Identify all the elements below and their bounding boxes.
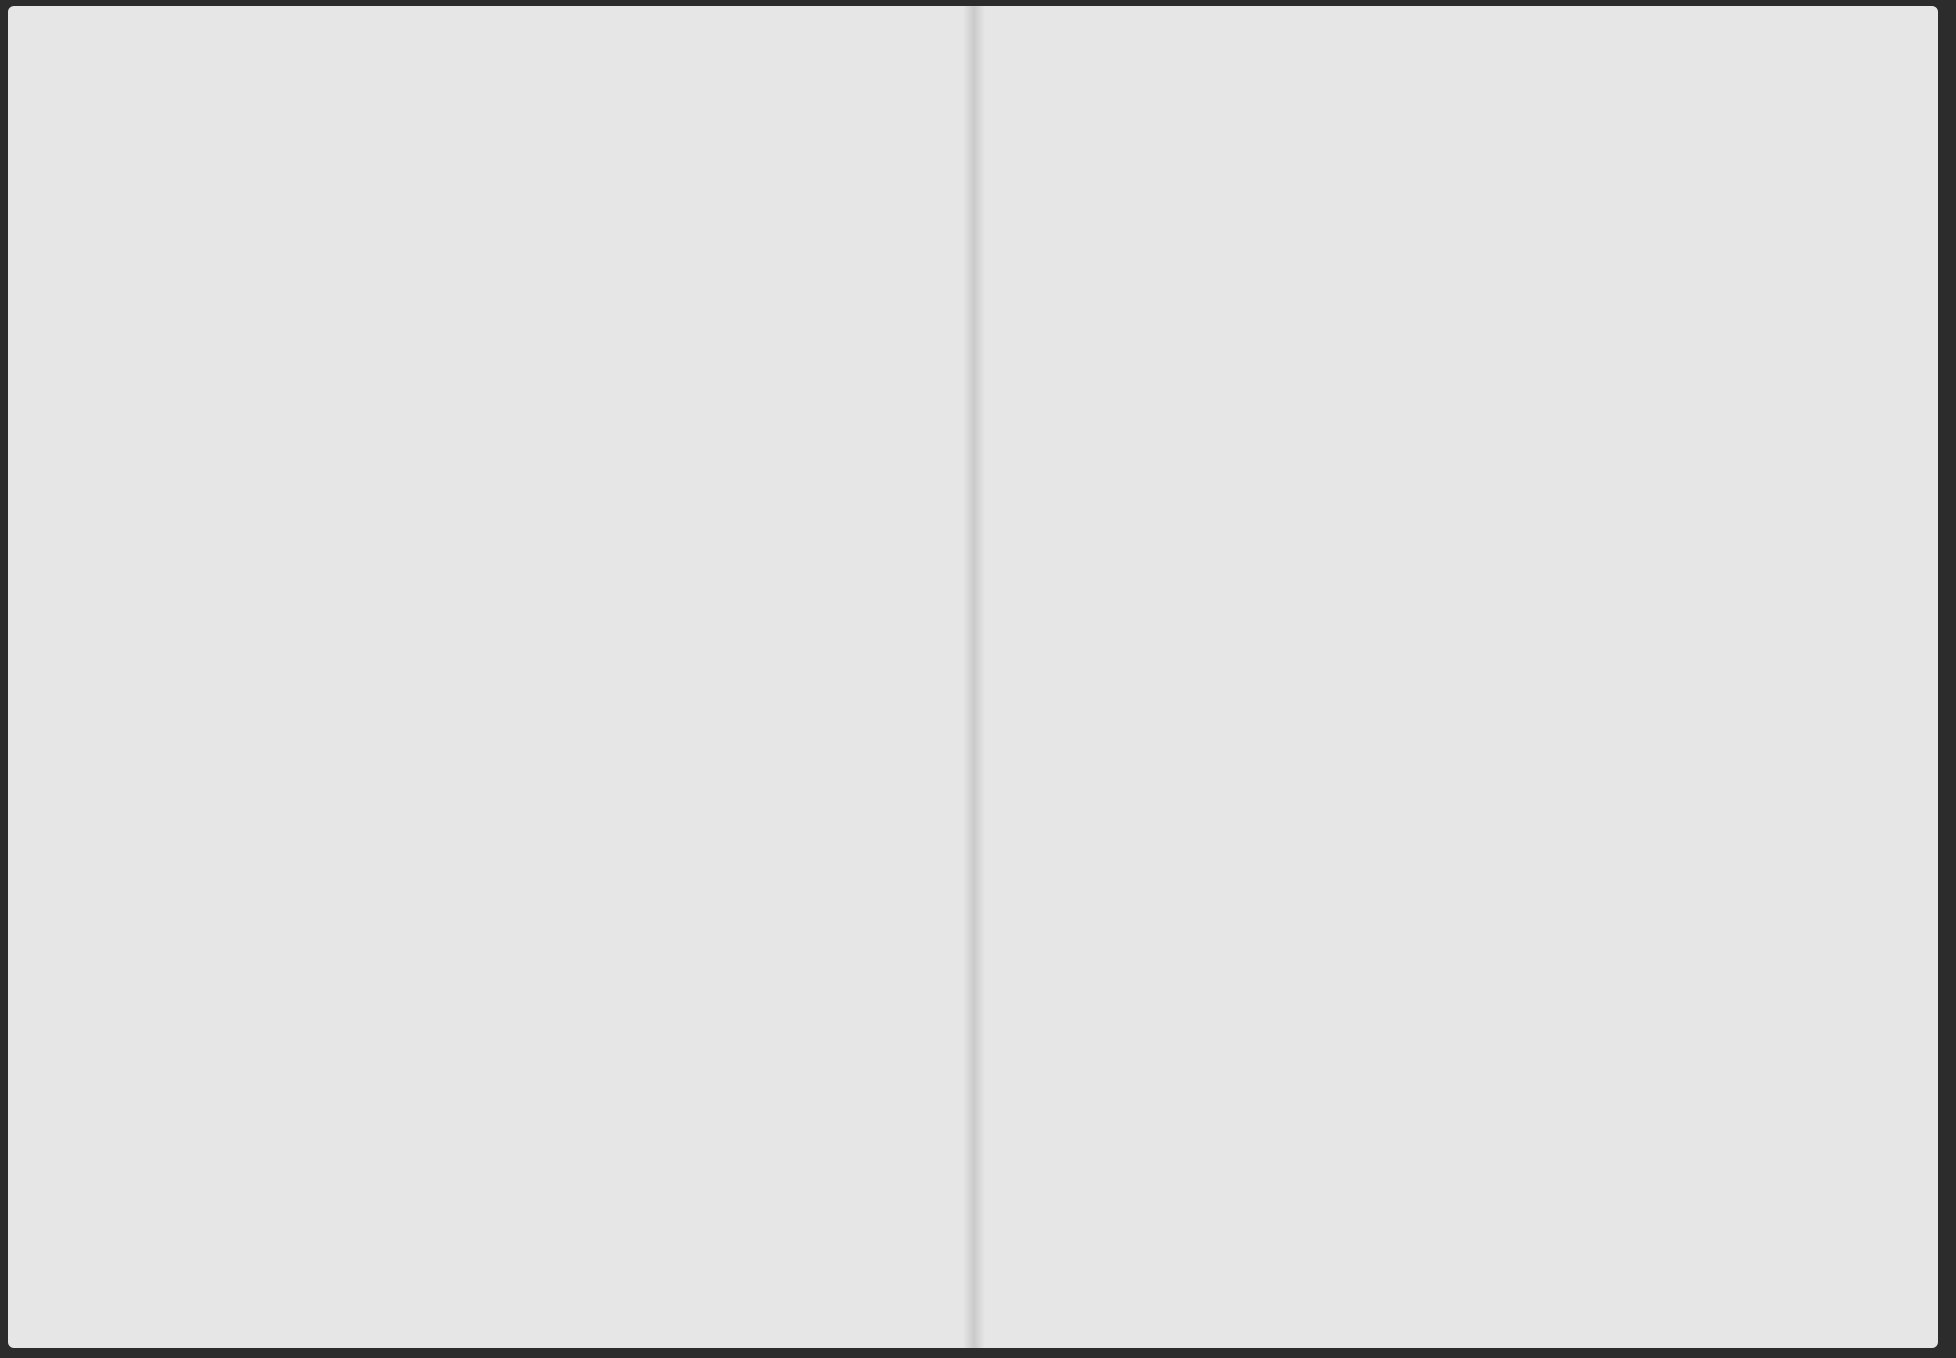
log-book-page — [8, 6, 1938, 1348]
form-rules — [8, 6, 1938, 1348]
